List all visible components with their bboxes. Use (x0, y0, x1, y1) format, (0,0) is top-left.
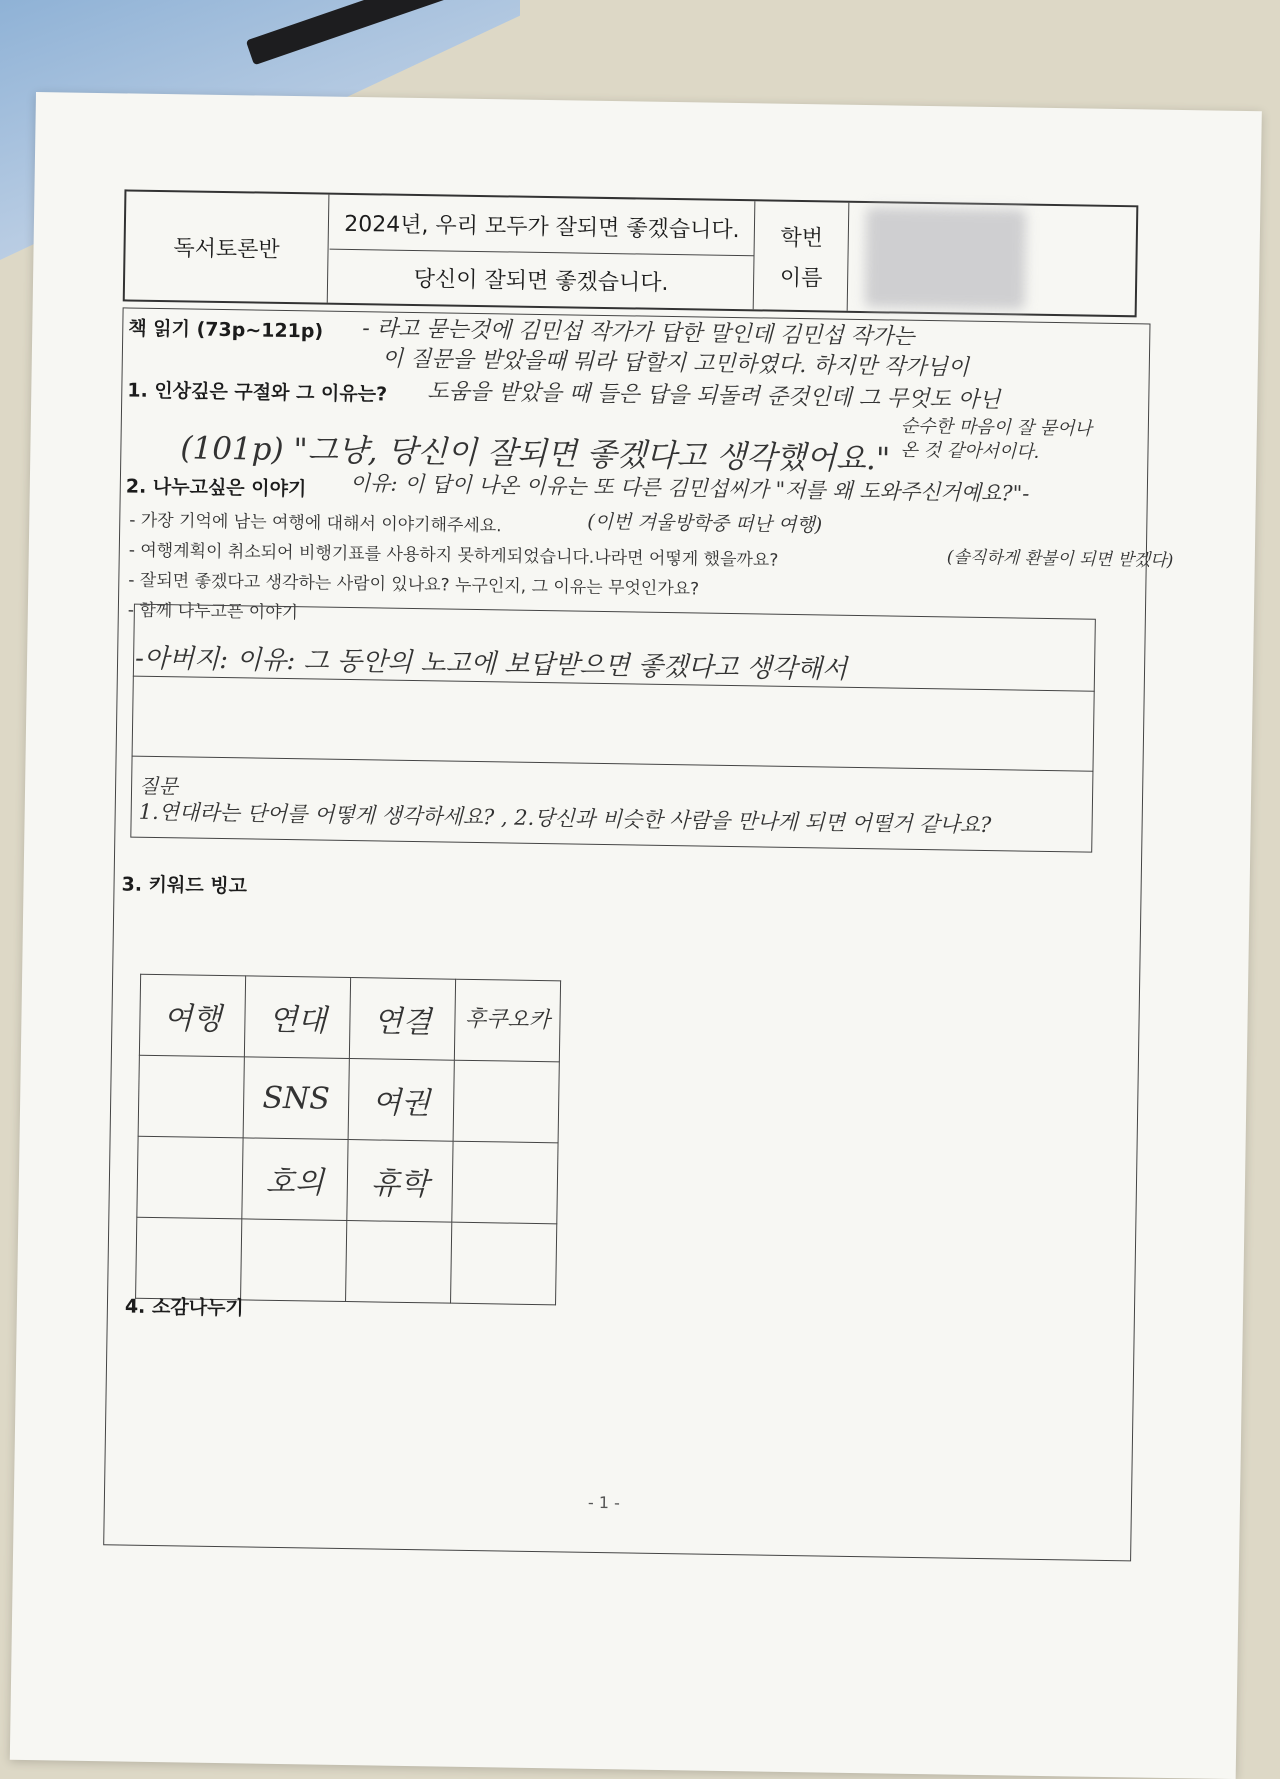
share-question: 1.연대라는 단어를 어떻게 생각하세요? , 2.당신과 비슷한 사람을 만나게 되면 어떨거 같나요? (138, 799, 992, 838)
bingo-cell (241, 1219, 347, 1302)
q2-item-share: - 함께 나누고픈 이야기 (127, 600, 299, 624)
q2-item-trip: - 가장 기억에 남는 여행에 대해서 이야기해주세요. (129, 510, 502, 537)
bingo-cell (138, 1055, 244, 1138)
q2-item-person: - 잘되면 좋겠다고 생각하는 사람이 있나요? 누구인지, 그 이유는 무엇인가요? (128, 570, 700, 600)
q2-item-ticket: - 여행계획이 취소되어 비행기표를 사용하지 못하게되었습니다.나라면 어떻게 했을까요? (128, 540, 779, 571)
bingo-cell: 여행 (139, 974, 245, 1057)
q2-label: 2. 나누고싶은 이야기 (125, 475, 307, 501)
bingo-cell: 연대 (244, 976, 350, 1059)
handwritten-line-4: 순수한 마음이 잘 묻어나 (900, 415, 1093, 440)
club-name: 독서토론반 (173, 235, 280, 263)
worksheet-title: 2024년, 우리 모두가 잘되면 좋겠습니다. (344, 211, 740, 243)
page-number: - 1 - (587, 1492, 621, 1513)
share-answer-person: -아버지: 이유: 그 동안의 노고에 보답받으면 좋겠다고 생각해서 (134, 643, 848, 685)
bingo-cell (136, 1217, 242, 1300)
q3-label: 3. 키워드 빙고 (121, 873, 248, 898)
redacted-student-info (865, 207, 1027, 310)
q1-answer-quote: (101p) "그냥, 당신이 잘되면 좋겠다고 생각했어요." (180, 430, 891, 478)
header-table (123, 189, 1139, 317)
bingo-cell: 호의 (242, 1138, 348, 1221)
q4-label: 4. 소감나누기 (124, 1295, 244, 1320)
handwritten-line-3: 도움을 받았을 때 들은 답을 되돌려 준것인데 그 무엇도 아닌 (427, 379, 1001, 414)
bingo-cell (453, 1060, 559, 1143)
bingo-cell (346, 1221, 452, 1304)
bingo-cell: 연결 (349, 978, 455, 1061)
bingo-cell: 여권 (348, 1059, 454, 1142)
handwritten-line-5: 온 것 같아서이다. (900, 439, 1040, 463)
student-id-label: 학번 (780, 225, 824, 251)
bingo-cell (452, 1141, 558, 1224)
q2-answer-ticket: (솔직하게 환불이 되면 받겠다) (946, 547, 1174, 571)
q1-label: 1. 인상깊은 구절와 그 이유는? (127, 379, 388, 406)
bingo-cell: 휴학 (347, 1140, 453, 1223)
bingo-cell: SNS (243, 1057, 349, 1140)
bingo-cell: 후쿠오카 (454, 979, 560, 1062)
worksheet-subtitle: 당신이 잘되면 좋겠습니다. (413, 266, 669, 296)
student-name-label: 이름 (779, 265, 823, 291)
handwritten-reason: 이유: 이 답이 나온 이유는 또 다른 김민섭씨가 "저를 왜 도와주신거예요?"- (349, 470, 1030, 506)
handwritten-line-1: - 라고 묻는것에 김민섭 작가가 답한 말인데 김민섭 작가는 (362, 316, 915, 350)
worksheet-paper (10, 92, 1262, 1779)
keyword-bingo-grid (135, 974, 561, 1306)
bingo-cell (451, 1222, 557, 1305)
bingo-cell (137, 1136, 243, 1219)
q2-answer-trip: (이번 겨울방학중 떠난 여행) (587, 510, 823, 537)
handwritten-line-2: 이 질문을 받았을때 뭐라 답할지 고민하였다. 하지만 작가님이 (381, 346, 970, 381)
question-label: 질문 (138, 773, 178, 799)
reading-label: 책 읽기 (73p~121p) (128, 317, 324, 343)
